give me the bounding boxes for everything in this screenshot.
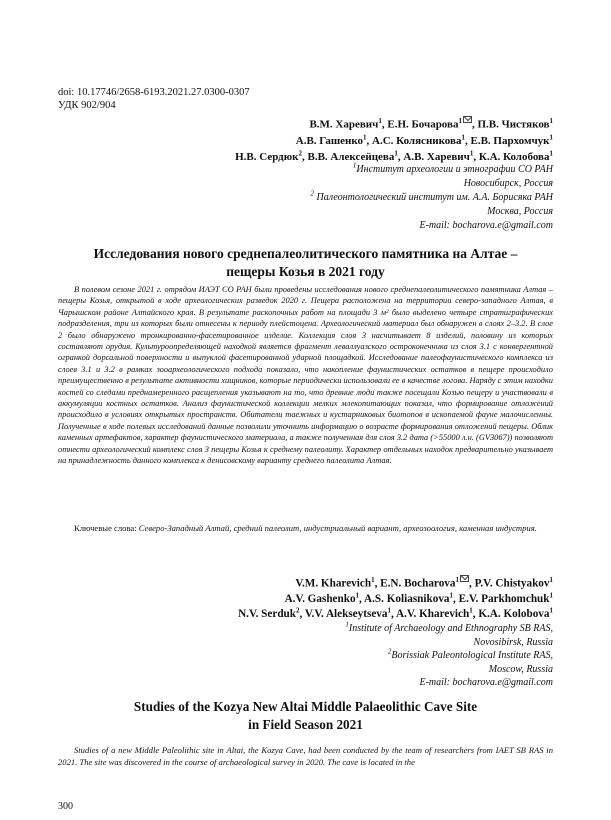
author-affiliation-mark: 1 (549, 576, 553, 584)
affiliation-mark: 2 (387, 647, 392, 656)
author-line: V.M. Kharevich$^1$, E.N. Bocharova$^1$ , P.V. Chistyakov$^1$ (295, 576, 553, 590)
affiliation-line (345, 676, 553, 690)
affiliation-text: E-mail: bocharova.e@gmail.com (419, 220, 553, 231)
affiliation-text: Institute of Archaeology and Ethnography SB RAS, (348, 623, 553, 634)
abstract-en: Studies of a new Middle Paleolithic site in Altai, the Kozya Cave, had been conducted by the team of researchers from IAET SB RAS in 2021. The site was discovered in the course of archaeological survey in 2020. The cave is located in the (58, 745, 553, 767)
author-affiliation-mark: 1 (363, 133, 367, 141)
author-line: В.М. Харевич$^1$, Е.Н. Бочарова$^1$ , П.В. Чистяков$^1$ (309, 117, 553, 131)
author-affiliation-mark: 1 (355, 591, 360, 599)
title-ru (40, 245, 571, 281)
author-name: А.В. Гашенко (295, 134, 364, 147)
author-name: Е.В. Пархомчук (470, 134, 550, 147)
affiliation-text: Borissiak Paleontological Institute RAS, (391, 650, 553, 661)
affiliation-text: Палеонтологический институт им. А.А. Борисяка РАН (314, 192, 553, 203)
author-line: Н.В. Сердюк$^2$, В.В. Алексейцева$^1$, А.В. Харевич$^1$, К.А. Колобова$^1$ (235, 149, 553, 163)
title-en-line-2: in Field Season 2021 (248, 717, 363, 732)
keywords-label: Ключевые слова: (74, 523, 137, 533)
author-name: А.С. Колясникова (372, 134, 462, 147)
affiliation-text: Novosibirsk, Russia (473, 636, 553, 648)
author-affiliation-mark: 1 (449, 591, 454, 599)
corresponding-author-envelope-icon (463, 116, 472, 123)
author-name: A.V. Gashenko (284, 592, 356, 605)
author-name: N.V. Serduk (238, 607, 296, 620)
author-affiliation-mark: 1 (469, 606, 473, 614)
corresponding-author-envelope-icon (460, 575, 469, 582)
affiliations-ru (311, 163, 553, 233)
author-affiliation-mark: 1 (549, 149, 553, 157)
author-affiliation-mark: 1 (378, 117, 382, 125)
author-name: Н.В. Сердюк (235, 150, 299, 163)
title-en-line-1: Studies of the Kozya New Altai Middle Palaeolithic Cave Site (133, 699, 478, 714)
affiliation-line (345, 663, 553, 677)
doi: doi: 10.17746/2658-6193.2021.27.0300-0307 (58, 87, 250, 98)
author-affiliation-mark: 1 (371, 576, 375, 584)
affiliation-line (311, 191, 553, 205)
author-name: V.V. Alekseytseva (304, 607, 388, 620)
abstract-ru: В полевом сезоне 2021 г. отрядом ИАЭТ СО РАН были проведены исследования нового среднепалеолитического памятника Алтая – пещеры Козья, открытой в ходе археологических разведок 2020 г. Пещера расположена на территории северо-западного Алтая, в Чарышском районе Алтайского края. В результате раскопочных работ на площади 3 м² было выделено четыре стратиграфических подразделения, три из которых были отнесены к периоду плейстоцена. Археологический материал был обнаружен в слоях 2–3.2. В слое 2 было обнаружено тронкированно-фасетированное изделие. Коллекция слоя 3 насчитывает 8 изделий, половину из которых составляют орудия. Культуроопределяющей находкой является фрагмент леваллуазского остроконечника из слоя 3.1 с конвергентной огранкой дорсальной поверхности и выпуклой фасетированной ударной площадкой. Исследование палеофаунистического комплекса из слоев 3.1 и 3.2 в рамках зооархеологического подхода показало, что накопление фаунистических остатков в пещере происходило преимущественно в результате активности хищников, которые периодически использовали ее в качестве логова. Наряду с этим находки костей со следами преднамеренного расщепления указывают на то, что древние люди также посещали Козью пещеру и участвовали в аккумуляции костных остатков. Анализ фаунистической коллекции мелких млекопитающих показал, что формирование отложений происходило в условиях открытых пространств. Обитатели таежных и кустарниковых биотопов в ископаемой фауне малочисленны. Полученные в ходе полевых исследований данные позволили уточнить информацию о возрасте формирования отложений пещеры. Облик каменных артефактов, характер фаунистического материала, а также полученная для слоя 3.2 дата (>55000 л.н. (GV3067)) позволяют отнести археологический комплекс слоя 3 пещеры Козья к среднему палеолиту. Характер отдельных находок предварительно указывает на принадлежность данного комплекса к денисовскому варианту среднего палеолита Алтая. (58, 285, 553, 466)
author-name: В.В. Алексейцева (307, 150, 395, 163)
affiliations-en (345, 622, 553, 690)
affiliation-text: Институт археологии и этнографии СО РАН (356, 164, 553, 175)
author-affiliation-mark: 1 (549, 133, 553, 141)
author-name: Е.Н. Бочарова (387, 118, 459, 131)
author-name: P.V. Chistyakov (474, 577, 550, 590)
author-affiliation-mark: 2 (296, 606, 300, 614)
author-affiliation-mark: 1 (549, 591, 553, 599)
author-line: A.V. Gashenko$^1$, A.S. Koliasnikova$^1$, E.V. Parkhomchuk$^1$ (284, 591, 553, 605)
author-affiliation-mark: 1 (549, 117, 553, 125)
title-en (40, 698, 571, 734)
affiliation-mark: 2 (310, 189, 315, 198)
affiliation-line (311, 177, 553, 191)
keywords-list: Северо-Западный Алтай, средний палеолит, индустриальный вариант, археозоология, каменная индустрия. (138, 523, 537, 533)
title-ru-line-2: пещеры Козья в 2021 году (226, 264, 385, 279)
affiliation-line (311, 163, 553, 177)
affiliation-line (345, 636, 553, 650)
author-name: П.В. Чистяков (477, 118, 550, 131)
page-number: 300 (58, 801, 73, 812)
author-name: А.В. Харевич (403, 150, 470, 163)
authors-ru (235, 116, 553, 165)
affiliation-text: Москва, Россия (487, 206, 553, 217)
affiliation-text: Moscow, Russia (488, 663, 553, 675)
article-identifiers (58, 86, 250, 112)
author-affiliation-mark: 1 (549, 606, 553, 614)
keywords-ru (58, 523, 553, 534)
affiliation-mark: 1 (345, 620, 349, 629)
author-affiliation-mark: 1 (461, 133, 465, 141)
author-affiliation-mark: 2 (298, 149, 302, 157)
author-line: N.V. Serduk$^2$, V.V. Alekseytseva$^1$, A.V. Kharevich$^1$, K.A. Kolobova$^1$ (238, 606, 553, 620)
author-affiliation-mark: 1 (394, 149, 398, 157)
author-affiliation-mark: 1 (455, 576, 459, 584)
author-affiliation-mark: 1 (458, 117, 462, 125)
affiliation-mark: 1 (352, 161, 357, 170)
affiliation-text: Новосибирск, Россия (463, 178, 553, 189)
author-name: E.N. Bocharova (380, 577, 456, 590)
author-line: А.В. Гашенко$^1$, А.С. Колясникова$^1$, Е.В. Пархомчук$^1$ (295, 133, 553, 147)
authors-en (238, 575, 553, 622)
author-name: V.M. Kharevich (295, 577, 372, 590)
author-name: K.A. Kolobova (478, 607, 550, 620)
author-name: A.V. Kharevich (395, 607, 470, 620)
affiliation-line (311, 205, 553, 219)
affiliation-line (311, 219, 553, 233)
author-name: A.S. Koliasnikova (364, 592, 450, 605)
udc-code: УДК 902/904 (58, 100, 116, 111)
author-name: В.М. Харевич (309, 118, 379, 131)
affiliation-line (345, 622, 553, 636)
author-affiliation-mark: 1 (469, 149, 474, 157)
author-affiliation-mark: 1 (387, 606, 391, 614)
affiliation-line (345, 649, 553, 663)
affiliation-text: E-mail: bocharova.e@gmail.com (419, 677, 553, 688)
title-ru-line-1: Исследования нового среднепалеолитического памятника на Алтае – (93, 246, 518, 261)
author-name: E.V. Parkhomchuk (458, 592, 550, 605)
author-name: К.А. Колобова (478, 150, 550, 163)
